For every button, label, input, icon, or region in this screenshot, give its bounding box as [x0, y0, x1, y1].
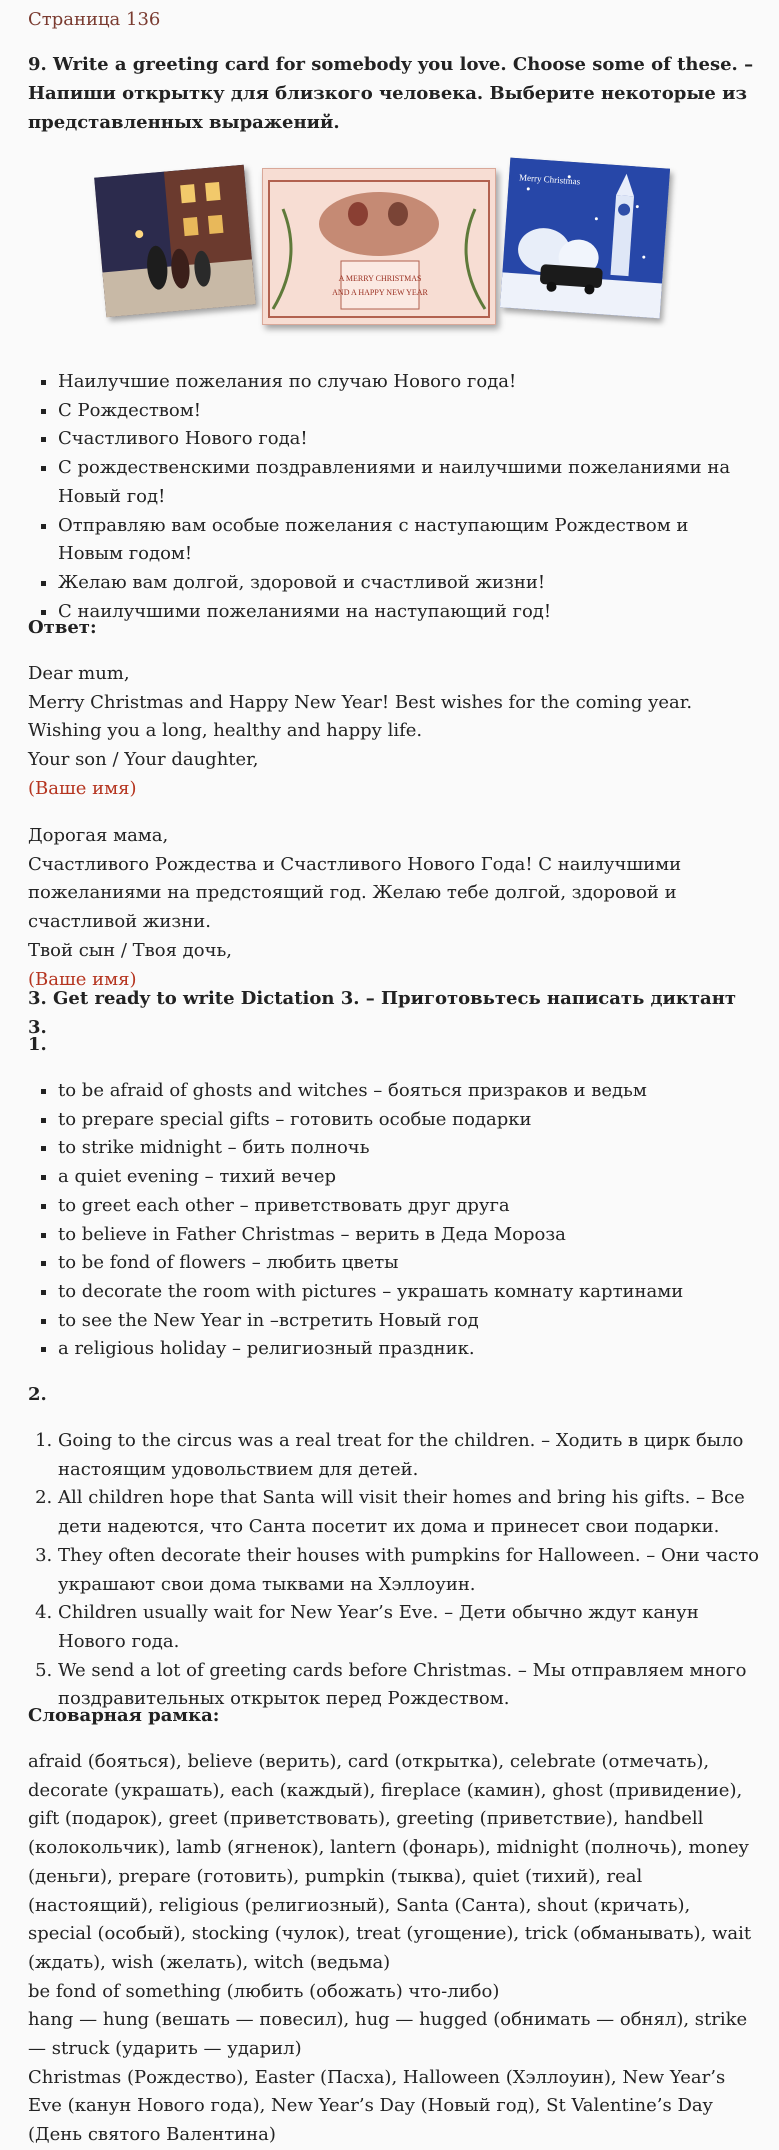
card-image-street: [94, 165, 256, 318]
dictation-phrases-list: [28, 1077, 759, 1364]
vocab-phrase: be fond of something (любить (обожать) что-либо): [28, 1980, 500, 2002]
card-vintage-text-2: AND A HAPPY NEW YEAR: [332, 288, 428, 297]
list-item: 5. We send a lot of greeting cards before Christmas. – Мы отправляем много поздравительных открыток перед Рождеством.: [58, 1657, 759, 1714]
vocab-section: [28, 1748, 759, 2150]
list-item: ▪ to be fond of flowers – любить цветы: [58, 1249, 759, 1278]
letter-ru-closing: Твой сын / Твоя дочь,: [28, 939, 233, 961]
task9-heading: 9. Write a greeting card for somebody you love. Choose some of these. – Напиши открытку для близкого человека. Выберите некоторые из представленных выражений.: [28, 54, 754, 133]
list-item: ▪ С рождественскими поздравлениями и наилучшими пожеланиями на Новый год!: [58, 454, 759, 511]
list-item: ▪ Отправляю вам особые пожелания с наступающим Рождеством и Новым годом!: [58, 512, 759, 569]
task3-heading: 3. Get ready to write Dictation 3. – Приготовьтесь написать диктант 3.: [28, 988, 737, 1038]
list-item: ▪ to strike midnight – бить полночь: [58, 1134, 759, 1163]
list-item: ▪ Желаю вам долгой, здоровой и счастливой жизни!: [58, 569, 759, 598]
list-item: ▪ С Рождеством!: [58, 397, 759, 426]
list-item: 1. Going to the circus was a real treat for the children. – Ходить в цирк было настоящим удовольствием для детей.: [58, 1427, 759, 1484]
list-item: ▪ to believe in Father Christmas – верить в Деда Мороза: [58, 1221, 759, 1250]
letter-english: [28, 660, 759, 804]
list-item: ▪ to see the New Year in –встретить Новый год: [58, 1307, 759, 1336]
page-number: Страница 136: [28, 9, 161, 30]
letter-ru-name: (Ваше имя): [28, 968, 137, 990]
letter-russian: [28, 822, 759, 994]
letter-en-closing: Your son / Your daughter,: [28, 749, 259, 771]
letter-ru-greeting: Дорогая мама,: [28, 825, 169, 846]
phrases-section: [28, 368, 759, 626]
vocab-verbs: hang — hung (вешать — повесил), hug — hugged (обнимать — обнял), strike — struck (ударить — ударил): [28, 2009, 748, 2060]
list-item: ▪ to prepare special gifts – готовить особые подарки: [58, 1106, 759, 1135]
card-london-text: Merry Christmas: [518, 172, 581, 187]
task9-section: [28, 50, 759, 137]
part1-section: [28, 1077, 759, 1364]
list-item: 3. They often decorate their houses with pumpkins for Halloween. – Они часто украшают свои дома тыквами на Хэллоуин.: [58, 1542, 759, 1599]
card-vintage-text-1: A MERRY CHRISTMAS: [338, 274, 422, 283]
part2-section: [28, 1427, 759, 1714]
list-item: ▪ a religious holiday – религиозный праздник.: [58, 1335, 759, 1364]
part1-label: 1.: [28, 1034, 47, 1055]
dictation-sentences-list: [28, 1427, 759, 1714]
list-item: ▪ Счастливого Нового года!: [58, 425, 759, 454]
list-item: ▪ С наилучшими пожеланиями на наступающий год!: [58, 598, 759, 627]
letter-en-greeting: Dear mum,: [28, 663, 130, 684]
vocab-label: Словарная рамка:: [28, 1705, 220, 1726]
list-item: ▪ Наилучшие пожелания по случаю Нового года!: [58, 368, 759, 397]
list-item: ▪ to decorate the room with pictures – украшать комнату картинами: [58, 1278, 759, 1307]
letter-ru-body: Счастливого Рождества и Счастливого Нового Года! С наилучшими пожеланиями на предстоящий год. Желаю тебе долгой, здоровой и счастливой жизни.: [28, 853, 682, 933]
list-item: 2. All children hope that Santa will visit their homes and bring his gifts. – Все дети надеются, что Санта посетит их дома и принесет свои подарки.: [58, 1484, 759, 1541]
list-item: ▪ to greet each other – приветствовать друг друга: [58, 1192, 759, 1221]
letter-en-body: Merry Christmas and Happy New Year! Best wishes for the coming year. Wishing you a long, healthy and happy life.: [28, 691, 693, 742]
greeting-card-images: [100, 163, 680, 333]
answer-label: Ответ:: [28, 617, 97, 638]
vocab-words: afraid (бояться), believe (верить), card (открытка), celebrate (отмечать), decorate (украшать), each (каждый), fireplace (камин), ghost (привидение), gift (подарок), greet (приветствовать), greeting (приветствие), handbell (колокольчик), lamb (ягненок), lantern (фонарь), midnight (полночь), money (деньги), prepare (готовить), pumpkin (тыква), quiet (тихий), real (настоящий), religious (религиозный), Santa (Санта), shout (кричать), special (особый), stocking (чулок), treat (угощение), trick (обманывать), wait (ждать), wish (желать), witch (ведьма): [28, 1751, 752, 1973]
phrases-list: [28, 368, 759, 626]
list-item: 4. Children usually wait for New Year’s Eve. – Дети обычно ждут канун Нового года.: [58, 1599, 759, 1656]
list-item: ▪ to be afraid of ghosts and witches – бояться призраков и ведьм: [58, 1077, 759, 1106]
list-item: ▪ a quiet evening – тихий вечер: [58, 1163, 759, 1192]
card-image-london: [500, 158, 670, 319]
card-image-vintage: [262, 168, 496, 325]
vocab-holidays: Christmas (Рождество), Easter (Пасха), Halloween (Хэллоуин), New Year’s Eve (канун Нового года), New Year’s Day (Новый год), St Valentine’s Day (День святого Валентина): [28, 2066, 726, 2146]
part2-label: 2.: [28, 1384, 47, 1405]
letter-en-name: (Ваше имя): [28, 777, 137, 799]
